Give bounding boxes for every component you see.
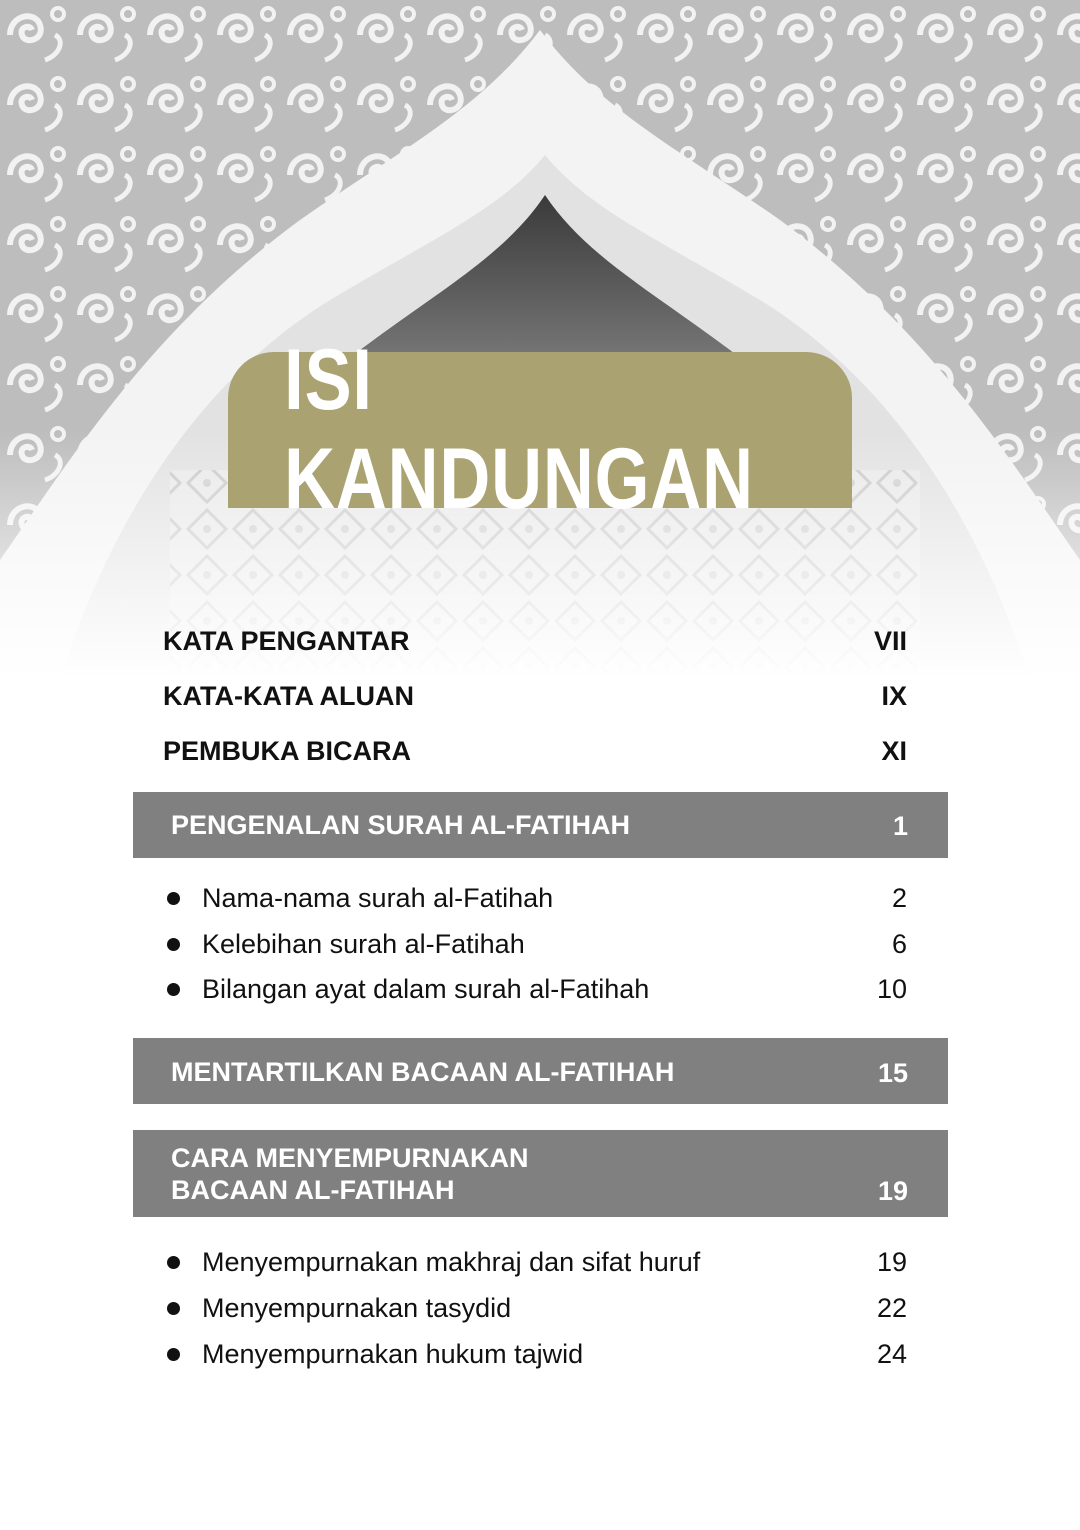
toc-entry-page: XI: [881, 735, 907, 766]
list-item-label: Menyempurnakan hukum tajwid: [202, 1338, 584, 1369]
toc-entry-page: IX: [881, 680, 907, 711]
section-title: PENGENALAN SURAH AL-FATIHAH: [171, 810, 630, 840]
list-item-page: 10: [876, 973, 907, 1004]
list-item-label: Nama-nama surah al-Fatihah: [202, 882, 554, 913]
section-page: 15: [877, 1058, 908, 1088]
toc-entry-label: KATA PENGANTAR: [163, 625, 410, 656]
section-header-bar: [133, 1038, 948, 1104]
section-page: 19: [877, 1176, 908, 1206]
list-item-page: 6: [891, 928, 907, 959]
toc-entry-label: KATA-KATA ALUAN: [163, 680, 414, 711]
section-title: MENTARTILKAN BACAAN AL-FATIHAH: [171, 1057, 675, 1087]
section-title-line2: BACAAN AL-FATIHAH: [171, 1175, 455, 1205]
section-page: 1: [892, 811, 908, 841]
section-title-line1: CARA MENYEMPURNAKAN: [171, 1143, 529, 1173]
bullet-icon: [167, 1256, 180, 1269]
section-header-bar: [133, 792, 948, 858]
bullet-icon: [167, 938, 180, 951]
list-item-page: 24: [876, 1338, 907, 1369]
list-item: [163, 924, 907, 964]
list-item: [163, 1334, 907, 1374]
bullet-icon: [167, 1302, 180, 1315]
bullet-icon: [167, 983, 180, 996]
bullet-icon: [167, 1348, 180, 1361]
list-item: [163, 1288, 907, 1328]
toc-entry-front-matter: [163, 621, 907, 661]
title-banner: [228, 332, 852, 527]
list-item-label: Menyempurnakan makhraj dan sifat huruf: [202, 1246, 701, 1277]
list-item-page: 22: [876, 1292, 907, 1323]
toc-entry-label: PEMBUKA BICARA: [163, 735, 411, 766]
list-item-label: Bilangan ayat dalam surah al-Fatihah: [202, 973, 650, 1004]
list-item-label: Menyempurnakan tasydid: [202, 1292, 512, 1323]
bullet-icon: [167, 892, 180, 905]
toc-entry-front-matter: [163, 731, 907, 771]
list-item: [163, 878, 907, 918]
list-item: [163, 1242, 907, 1282]
list-item: [163, 969, 907, 1009]
section-header-bar: [133, 1130, 948, 1217]
toc-entry-front-matter: [163, 676, 907, 716]
page-title: ISI KANDUNGAN: [284, 332, 754, 527]
list-item-label: Kelebihan surah al-Fatihah: [202, 928, 525, 959]
list-item-page: 2: [891, 882, 907, 913]
list-item-page: 19: [876, 1246, 907, 1277]
toc-entry-page: VII: [873, 625, 907, 656]
